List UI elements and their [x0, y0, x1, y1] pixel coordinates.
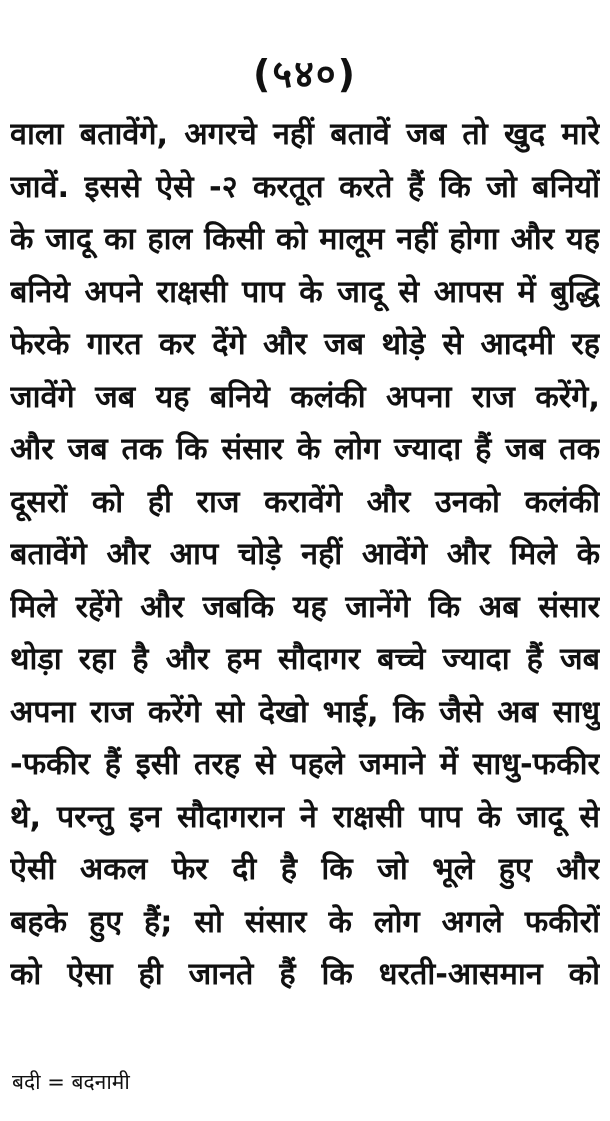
text-line: थोड़ा रहा है और हम सौदागर बच्चे ज्यादा हैं जब: [10, 642, 600, 677]
text-line: ऐसी अकल फेर दी है कि जो भूले हुए और: [10, 852, 600, 887]
text-line: मिले रहेंगे और जबकि यह जानेंगे कि अब संसार: [10, 589, 600, 625]
text-line: -फकीर हैं इसी तरह से पहले जमाने में साधु-फकीर: [10, 747, 600, 782]
text-line: थे, परन्तु इन सौदागरान ने राक्षसी पाप के जादू से: [10, 799, 600, 835]
text-line: बहके हुए हैं; सो संसार के लोग अगले फकीरों: [10, 904, 600, 940]
text-line: दूसरों को ही राज करावेंगे और उनको कलंकी: [10, 484, 600, 520]
text-line: बनिये अपने राक्षसी पाप के जादू से आपस में बुद्धि: [10, 274, 600, 310]
text-line: के जादू का हाल किसी को मालूम नहीं होगा और यह: [10, 222, 600, 257]
footnote: बदी = बदनामी: [12, 1070, 130, 1094]
text-line: फेरके गारत कर देंगे और जब थोड़े से आदमी रह: [10, 327, 600, 362]
text-line: अपना राज करेंगे सो देखो भाई, कि जैसे अब साधु: [10, 694, 600, 730]
text-line: को ऐसा ही जानते हैं कि धरती-आसमान को: [10, 957, 600, 992]
text-line: वाला बतावेंगे, अगरचे नहीं बतावें जब तो खुद मारे: [10, 117, 600, 152]
text-line: और जब तक कि संसार के लोग ज्यादा हैं जब तक: [10, 432, 600, 467]
text-line: बतावेंगे और आप चोड़े नहीं आवेंगे और मिले के: [10, 537, 600, 572]
text-line: जावें. इससे ऐसे -२ करतूत करते हैं कि जो बनियों: [10, 169, 600, 205]
body-text: [10, 109, 600, 1002]
page-number: (५४०): [252, 52, 357, 96]
text-line: जावेंगे जब यह बनिये कलंकी अपना राज करेंगे,: [10, 379, 600, 415]
